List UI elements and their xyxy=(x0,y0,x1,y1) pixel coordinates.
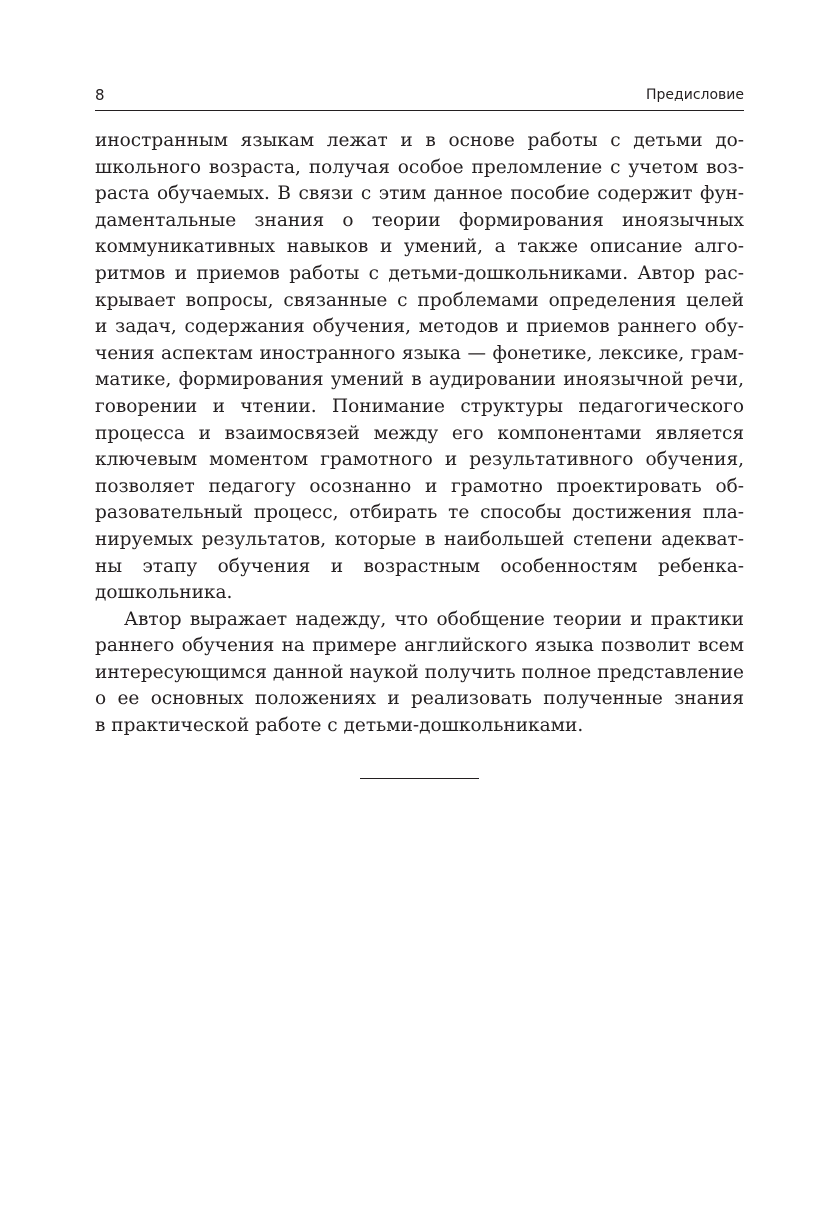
text-line: дошкольника. xyxy=(95,582,233,604)
text-line: раста обучаемых. В связи с этим данное пособие содержит фун- xyxy=(95,183,744,205)
section-end-rule xyxy=(360,778,479,779)
text-line: разовательный процесс, отбирать те способы достижения пла- xyxy=(95,502,744,524)
page-header xyxy=(95,86,744,111)
text-line: ключевым моментом грамотного и результативного обучения, xyxy=(95,449,744,471)
text-line: иностранным языкам лежат и в основе работы с детьми до- xyxy=(95,130,744,151)
text-line: даментальные знания о теории формирования иноязычных xyxy=(95,209,744,231)
text-line: раннего обучения на примере английского языка позволит всем xyxy=(95,635,744,657)
page-number: 8 xyxy=(95,86,105,104)
text-line: и задач, содержания обучения, методов и приемов раннего обу- xyxy=(95,316,744,338)
text-line: ритмов и приемов работы с детьми-дошкольниками. Автор рас- xyxy=(95,262,744,284)
text-line: крывает вопросы, связанные с проблемами определения целей xyxy=(95,289,744,311)
text-line: говорении и чтении. Понимание структуры педагогического xyxy=(95,395,744,417)
text-line: матике, формирования умений в аудировании иноязычной речи, xyxy=(95,369,744,391)
running-title: Предисловие xyxy=(646,87,744,103)
text-line: школьного возраста, получая особое преломление с учетом воз- xyxy=(95,156,744,178)
text-line: Автор выражает надежду, что обобщение теории и практики xyxy=(124,608,744,630)
paragraph-2 xyxy=(95,607,744,740)
text-line: о ее основных положениях и реализовать полученные знания xyxy=(95,688,744,710)
paragraph-1 xyxy=(95,128,744,607)
text-line: ны этапу обучения и возрастным особенностям ребенка- xyxy=(95,555,744,577)
body-text xyxy=(95,128,744,740)
text-line: процесса и взаимосвязей между его компонентами является xyxy=(95,422,744,444)
text-line: нируемых результатов, которые в наибольшей степени адекват- xyxy=(95,528,744,550)
text-line: интересующимся данной наукой получить полное представление xyxy=(95,661,744,683)
text-line: чения аспектам иностранного языка — фонетике, лексике, грам- xyxy=(95,342,744,364)
text-line: коммуникативных навыков и умений, а также описание алго- xyxy=(95,236,744,258)
text-line: в практической работе с детьми-дошкольниками. xyxy=(95,715,584,737)
text-line: позволяет педагогу осознанно и грамотно проектировать об- xyxy=(95,475,744,497)
